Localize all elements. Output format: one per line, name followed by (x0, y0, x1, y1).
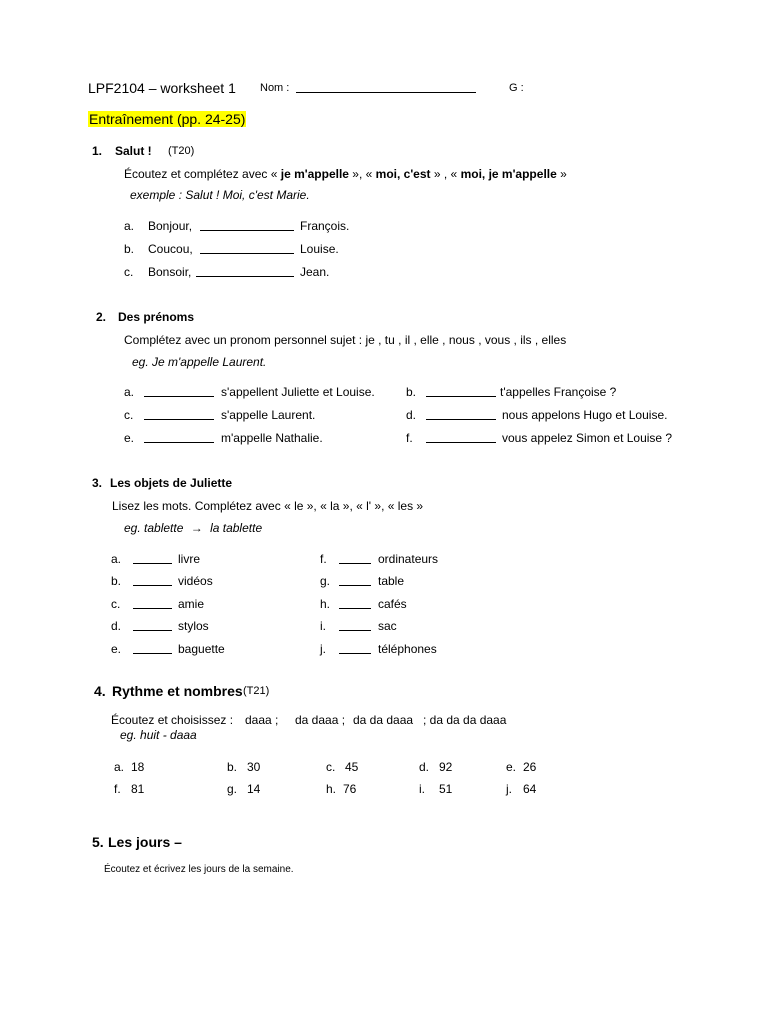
ex2-example: eg. Je m'appelle Laurent. (132, 355, 267, 369)
ex4-choice: ; da da da daaa (423, 713, 507, 727)
ex4-item-d: d. 92 (419, 760, 453, 774)
ex2-item-c: c. s'appelle Laurent. (124, 408, 316, 422)
answer-blank[interactable] (339, 575, 371, 586)
ex3-item-j: j. téléphones (320, 642, 437, 656)
answer-blank[interactable] (133, 598, 172, 609)
ex4-choice: daaa ; (245, 713, 279, 727)
ex3-number: 3. (92, 476, 103, 490)
ex1-item-b: b. Coucou, Louise. (124, 242, 339, 256)
ex1-number: 1. (92, 144, 103, 158)
ex4-instruction: Écoutez et choisissez : (111, 713, 234, 727)
answer-blank[interactable] (426, 386, 496, 397)
ex4-title: Rythme et nombres (112, 683, 243, 699)
answer-blank[interactable] (426, 409, 496, 420)
ex3-title: Les objets de Juliette (110, 476, 233, 490)
ex3-item-h: h. cafés (320, 597, 407, 611)
answer-blank[interactable] (426, 432, 496, 443)
answer-blank[interactable] (133, 553, 172, 564)
answer-blank[interactable] (133, 643, 172, 654)
ex2-item-a: a. s'appellent Juliette et Louise. (124, 385, 375, 399)
ex4-item-j: j. 64 (506, 782, 537, 796)
answer-blank[interactable] (339, 553, 371, 564)
ex4-choice: da daaa ; (295, 713, 346, 727)
ex4-item-a: a. 18 (114, 760, 145, 774)
ex4-example: eg. huit - daaa (120, 728, 197, 742)
ex3-item-i: i. sac (320, 619, 397, 633)
ex1-track: (T20) (168, 145, 195, 157)
worksheet-title: LPF2104 – worksheet 1 (88, 80, 236, 96)
ex4-number: 4. (94, 683, 106, 699)
answer-blank[interactable] (144, 409, 214, 420)
ex2-title: Des prénoms (118, 310, 195, 324)
ex3-instruction: Lisez les mots. Complétez avec « le », « la », « l' », « les » (112, 499, 424, 513)
section-title: Entraînement (pp. 24-25) (89, 111, 246, 127)
ex4-track: (T21) (243, 685, 270, 697)
ex2-item-f: f. vous appelez Simon et Louise ? (406, 431, 673, 445)
ex5-instruction: Écoutez et écrivez les jours de la semaine. (104, 864, 294, 875)
ex3-item-b: b. vidéos (111, 574, 213, 588)
ex4-item-c: c. 45 (326, 760, 359, 774)
ex2-item-d: d. nous appelons Hugo et Louise. (406, 408, 668, 422)
ex4-item-e: e. 26 (506, 760, 537, 774)
ex1-item-c: c. Bonsoir, Jean. (124, 265, 330, 279)
ex4-item-h: h. 76 (326, 782, 357, 796)
ex4-item-g: g. 14 (227, 782, 261, 796)
arrow-right-icon: → (190, 521, 203, 535)
answer-blank[interactable] (196, 266, 294, 277)
ex5-number: 5. (92, 834, 104, 850)
ex2-item-b: b. t'appelles Françoise ? (406, 385, 617, 399)
ex3-item-f: f. ordinateurs (320, 552, 439, 566)
ex1-title: Salut ! (115, 144, 152, 158)
ex2-instruction: Complétez avec un pronom personnel sujet : je , tu , il , elle , nous , vous , ils , elles (124, 333, 567, 347)
group-label: G : (509, 82, 524, 94)
answer-blank[interactable] (339, 620, 371, 631)
ex2-number: 2. (96, 310, 107, 324)
ex3-item-g: g. table (320, 574, 405, 588)
answer-blank[interactable] (339, 643, 371, 654)
answer-blank[interactable] (200, 243, 294, 254)
ex1-example: exemple : Salut ! Moi, c'est Marie. (130, 188, 310, 202)
ex3-example: eg. tablette → la tablette (124, 521, 263, 535)
nom-label: Nom : (260, 82, 290, 94)
ex4-choice: da da daaa (353, 713, 414, 727)
ex3-item-a: a. livre (111, 552, 201, 566)
answer-blank[interactable] (133, 575, 172, 586)
ex5-title: Les jours – (108, 834, 182, 850)
ex1-instruction: Écoutez et complétez avec « je m'appelle », « moi, c'est » , « moi, je m'appelle » (124, 167, 567, 181)
ex4-item-f: f. 81 (114, 782, 145, 796)
ex4-item-b: b. 30 (227, 760, 261, 774)
ex2-item-e: e. m'appelle Nathalie. (124, 431, 323, 445)
ex3-item-e: e. baguette (111, 642, 225, 656)
answer-blank[interactable] (339, 598, 371, 609)
answer-blank[interactable] (144, 432, 214, 443)
answer-blank[interactable] (200, 220, 294, 231)
ex4-item-i: i. 51 (419, 782, 453, 796)
answer-blank[interactable] (144, 386, 214, 397)
answer-blank[interactable] (133, 620, 172, 631)
ex3-item-c: c. amie (111, 597, 205, 611)
nom-input-line[interactable] (296, 92, 476, 93)
ex1-item-a: a. Bonjour, François. (124, 219, 350, 233)
ex3-item-d: d. stylos (111, 619, 209, 633)
